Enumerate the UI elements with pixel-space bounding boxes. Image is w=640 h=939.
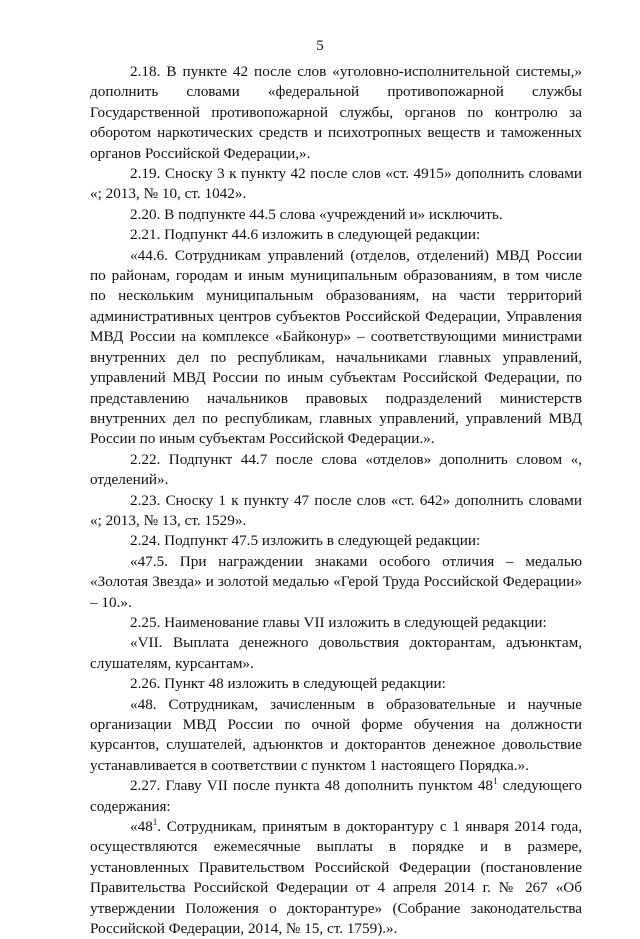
paragraph-2-27-text: 2.27. Главу VII после пункта 48 дополнить пунктом 48 [130, 777, 494, 795]
document-body [90, 62, 582, 939]
paragraph-2-24: 2.24. Подпункт 47.5 изложить в следующей редакции: [130, 532, 481, 550]
paragraph-2-18: 2.18. В пункте 42 после слов «уголовно-исполнительной системы,» дополнить словами «федеральной противопожарной службы Государственной противопожарной службы, органов по контролю за оборотом наркотических средств и психотропных веществ и таможенных органов Российской Федерации,». [90, 63, 582, 162]
paragraph-48: «48. Сотрудникам, зачисленным в образовательные и научные организации МВД России по очной форме обучения на должности курсантов, слушателей, адъюнктов и докторантов денежное довольствие устанавливается в соответствии с пунктом 1 настоящего Порядка.». [90, 695, 582, 774]
paragraph-2-20: 2.20. В подпункте 44.5 слова «учреждений и» исключить. [130, 205, 503, 223]
page-number: 5 [316, 38, 324, 54]
paragraph-2-27 [90, 776, 582, 817]
paragraph-47-5: «47.5. При награждении знаками особого отличия – медалью «Золотая Звезда» и золотой медалью «Герой Труда Российской Федерации» – 10.». [90, 552, 582, 611]
paragraph-48-1 [90, 817, 582, 939]
paragraph-48-1-text: . Сотрудникам, принятым в докторантуру с 1 января 2014 года, осуществляются ежемесячные выплаты в порядке и в размере, установленных Правительством Российской Федерации (постановление Правительства Российской Федерации от 4 апреля 2014 г. № 267 «Об утверждении Положения о докторантуре» (Собрание законодательства Российской Федерации, 2014, № 15, ст. 1759).». [90, 818, 582, 938]
paragraph-44-6: «44.6. Сотрудникам управлений (отделов, отделений) МВД России по районам, городам и иным муниципальным образованиям, в том числе по нескольким муниципальным образованиям, на части территорий административных центров субъектов Российской Федерации, Управления МВД России на комплексе «Байконур» – соответствующими министрами внутренних дел по республикам, начальниками главных управлений, управлений МВД России по иным субъектам Российской Федерации, по представлению начальников правовых подразделений министерств внутренних дел по республикам, главных управлений, управлений МВД России по иным субъектам Российской Федерации.». [90, 246, 582, 448]
paragraph-2-25: 2.25. Наименование главы VII изложить в следующей редакции: [130, 613, 547, 631]
paragraph-2-21: 2.21. Подпункт 44.6 изложить в следующей редакции: [130, 226, 481, 244]
paragraph-2-23: 2.23. Сноску 1 к пункту 47 после слов «ст. 642» дополнить словами «; 2013, № 13, ст. 1529». [90, 491, 582, 529]
paragraph-chapter-vii-title: «VII. Выплата денежного довольствия докторантам, адъюнктам, слушателям, курсантам». [90, 634, 582, 672]
paragraph-2-19: 2.19. Сноску 3 к пункту 42 после слов «ст. 4915» дополнить словами «; 2013, № 10, ст. 1042». [90, 165, 582, 203]
paragraph-48-1-lead: «48 [130, 818, 153, 836]
superscript: 1 [152, 816, 158, 827]
paragraph-2-26: 2.26. Пункт 48 изложить в следующей редакции: [130, 675, 446, 693]
paragraph-2-22: 2.22. Подпункт 44.7 после слова «отделов» дополнить словом «, отделений». [90, 450, 582, 489]
paragraph-2-27-tail: следующего содержания: [90, 777, 582, 815]
superscript: 1 [493, 776, 498, 787]
